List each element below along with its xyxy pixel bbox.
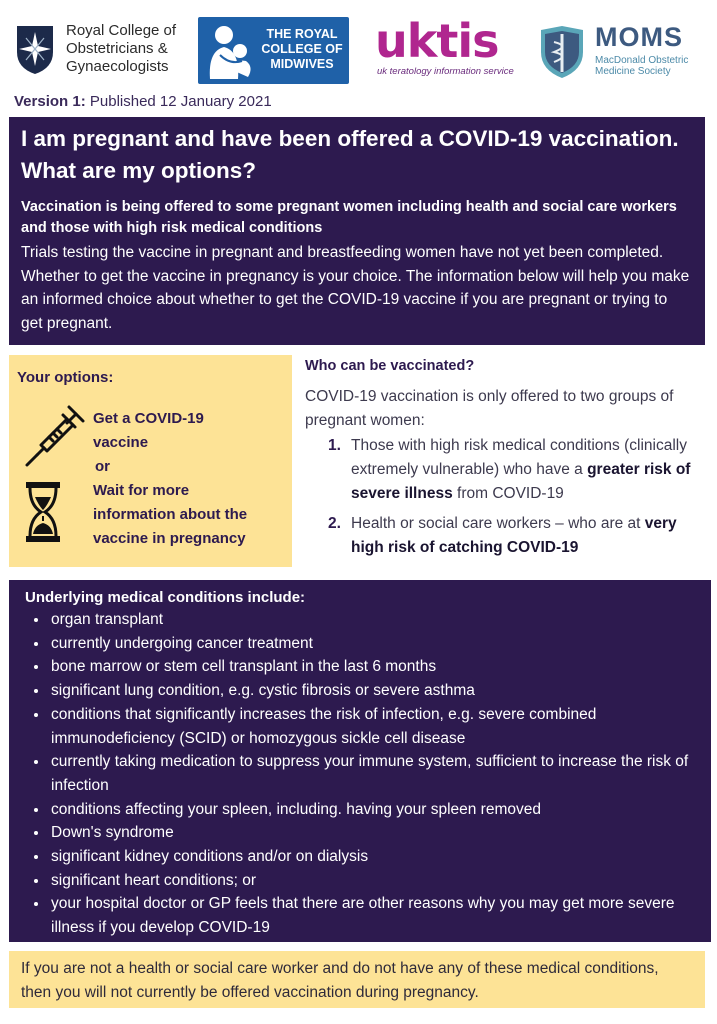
- condition-item: • your hospital doctor or GP feels that there are other reasons why you may get more severe illness if you develop COVID-19: [49, 892, 701, 939]
- option-vaccine-line: Get a COVID-19: [93, 410, 204, 427]
- options-panel: [9, 355, 292, 567]
- intro-body: Trials testing the vaccine in pregnant and breastfeeding women have not yet been completed. Whether to get the vaccine in pregnancy is your choice. The information below will help you make an informed choice about whether to get the COVID-19 vaccine if you are pregnant or trying to get pregnant.: [21, 244, 690, 332]
- version-label: Version 1:: [14, 93, 86, 110]
- condition-item: • currently undergoing cancer treatment: [49, 632, 701, 656]
- option-vaccine-line: vaccine: [93, 434, 149, 451]
- eligibility-emphasis: very high risk of catching COVID-19: [351, 515, 677, 556]
- condition-item: • organ transplant: [49, 608, 701, 632]
- version-line: [14, 93, 272, 110]
- moms-logo: [537, 22, 712, 82]
- footer-note: If you are not a health or social care worker and do not have any of these medical conditions, then you will not currently be offered vaccination during pregnancy.: [9, 951, 705, 1008]
- moms-tagline-line: Medicine Society: [595, 66, 671, 77]
- moms-wordmark: MOMS: [595, 22, 683, 52]
- conditions-title: Underlying medical conditions include:: [25, 589, 306, 606]
- uktis-logo: [375, 14, 525, 84]
- eligibility-item: [328, 434, 708, 506]
- shield-staff-icon: [537, 24, 587, 80]
- condition-item: • bone marrow or stem cell transplant in the last 6 months: [49, 655, 701, 679]
- page-title: I am pregnant and have been offered a COVID-19 vaccination. What are my options?: [21, 126, 679, 183]
- eligibility-emphasis: greater risk of severe illness: [351, 461, 691, 502]
- eligibility-list: [328, 434, 708, 560]
- eligibility-title: Who can be vaccinated?: [305, 358, 475, 374]
- rcog-name-line: Royal College of: [66, 22, 177, 39]
- rcog-star-crest-icon: [14, 22, 56, 76]
- eligibility-item: [328, 512, 708, 560]
- moms-tagline-line: MacDonald Obstetric: [595, 55, 689, 66]
- intro-panel: [9, 117, 705, 345]
- uktis-tagline: uk teratology information service: [377, 66, 514, 77]
- eligibility-number: 1.: [328, 437, 341, 454]
- uktis-wordmark: uktis: [375, 14, 499, 68]
- eligibility-text: from COVID-19: [452, 485, 564, 502]
- mother-and-child-icon: [202, 21, 260, 81]
- rcog-name-line: Gynaecologists: [66, 58, 169, 75]
- condition-item: • significant lung condition, e.g. cystic fibrosis or severe asthma: [49, 679, 701, 703]
- rcm-name-line: COLLEGE OF: [261, 42, 343, 56]
- eligibility-text: Health or social care workers – who are at: [351, 515, 645, 532]
- options-list: [93, 407, 288, 551]
- version-text: Published 12 January 2021: [89, 93, 272, 110]
- logo-bar: [0, 0, 717, 92]
- condition-item: • Down's syndrome: [49, 821, 701, 845]
- condition-item: • currently taking medication to suppress your immune system, sufficient to increase the risk of infection: [49, 750, 701, 797]
- rcm-name-line: THE ROYAL: [266, 27, 338, 41]
- intro-subtitle: Vaccination is being offered to some pregnant women including health and social care workers and those with high risk medical conditions: [21, 199, 677, 236]
- rcm-logo: [198, 17, 349, 84]
- eligibility-intro: COVID-19 vaccination is only offered to two groups of pregnant women:: [305, 388, 674, 429]
- rcm-name-line: MIDWIVES: [270, 57, 334, 71]
- rcog-name-line: Obstetricians &: [66, 40, 168, 57]
- eligibility-text: Those with high risk medical conditions (clinically extremely vulnerable) who have a: [351, 437, 687, 478]
- condition-item: • significant kidney conditions and/or on dialysis: [49, 845, 701, 869]
- options-title: Your options:: [17, 369, 114, 386]
- conditions-panel: [9, 580, 711, 942]
- condition-item: • conditions affecting your spleen, including. having your spleen removed: [49, 798, 701, 822]
- option-wait-line: information about the: [93, 506, 248, 523]
- option-wait-line: Wait for more: [93, 482, 190, 499]
- conditions-list: [25, 608, 701, 940]
- eligibility-number: 2.: [328, 515, 341, 532]
- condition-item: • significant heart conditions; or: [49, 869, 701, 893]
- option-wait-line: vaccine in pregnancy: [93, 530, 246, 547]
- syringe-icon: [23, 403, 87, 469]
- condition-item: • conditions that significantly increases the risk of infection, e.g. severe combined immunodeficiency (SCID) or homozygous sickle cell disease: [49, 703, 701, 750]
- option-or: or: [95, 458, 110, 475]
- eligibility-section: [303, 355, 713, 567]
- hourglass-icon: [25, 481, 61, 543]
- rcog-logo: [14, 22, 189, 78]
